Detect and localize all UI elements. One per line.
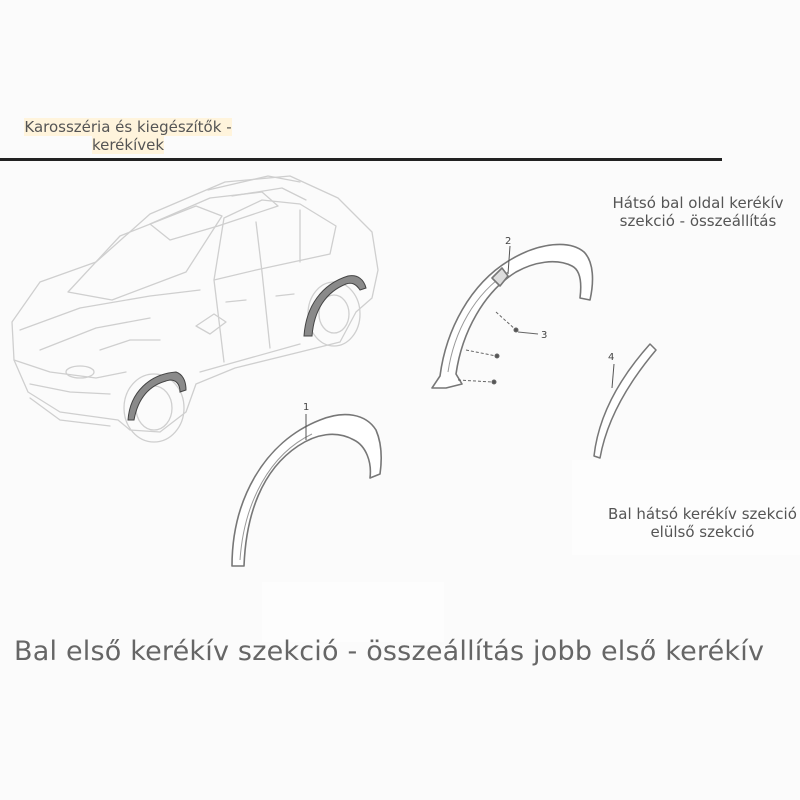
rear-front-label-line-2: elülső szekció: [650, 523, 755, 541]
rear-arch-part: [432, 244, 592, 388]
bottom-caption: Bal első kerékív szekció - összeállítás jobb első kerékív: [14, 636, 765, 667]
caption-backdrop: [262, 582, 444, 642]
category-line-2: kerékívek: [91, 136, 165, 154]
rear-left-label-line-1: Hátsó bal oldal kerékív: [612, 194, 784, 212]
callout-3: 3: [541, 330, 548, 341]
rear-front-label-line-1: Bal hátsó kerékív szekció: [608, 505, 797, 523]
callout-4: 4: [608, 352, 615, 363]
rear-left-assembly-label: [598, 194, 798, 230]
category-title: [8, 118, 248, 154]
callout-leader-4: [612, 364, 614, 388]
rear-left-label-line-2: szekció - összeállítás: [619, 212, 777, 230]
rear-front-section-label: [608, 505, 797, 541]
car-outline: [12, 176, 378, 442]
category-line-1: Karosszéria és kiegészítők -: [24, 118, 232, 136]
callout-1: 1: [303, 402, 310, 413]
header-divider: [0, 158, 722, 161]
front-arch-part: [232, 415, 381, 566]
callout-2: 2: [505, 236, 512, 247]
car-rear-arch-highlight: [304, 276, 366, 336]
rear-front-strip-part: [594, 344, 656, 458]
